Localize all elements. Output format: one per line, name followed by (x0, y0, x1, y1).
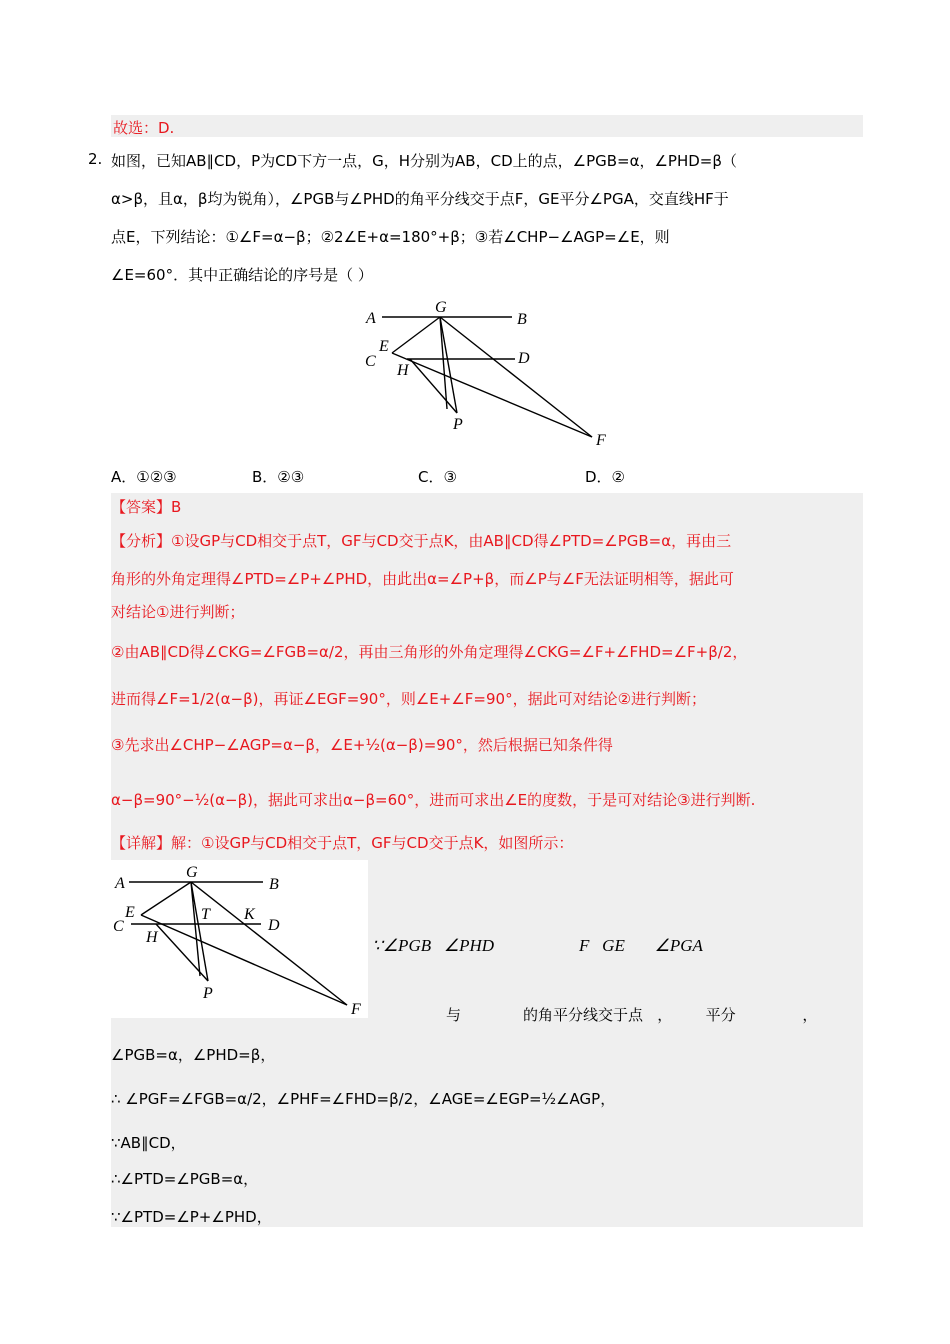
label-B: B (269, 876, 279, 893)
question-line: ∠E=60°．其中正确结论的序号是（ ） (111, 266, 373, 284)
label-G: G (435, 299, 447, 316)
label-E: E (379, 338, 389, 355)
analysis-line: ③先求出∠CHP−∠AGP=α−β，∠E+½(α−β)=90°，然后根据已知条件得 (111, 736, 613, 754)
label-F: F (596, 432, 606, 449)
analysis-line: 对结论①进行判断； (111, 603, 245, 621)
analysis-line: 【分析】①设GP与CD相交于点T，GF与CD交于点K，由AB∥CD得∠PTD=∠PGB=α，再由三 (111, 532, 732, 550)
question-line: α>β，且α，β均为锐角），∠PGB与∠PHD的角平分线交于点F，GE平分∠PGA，交直线HF于 (111, 190, 729, 208)
label-G: G (186, 864, 198, 881)
detail-figure (111, 860, 368, 1018)
detail-line: 【详解】解：①设GP与CD相交于点T，GF与CD交于点K，如图所示： (111, 834, 574, 852)
question-line: 如图，已知AB∥CD，P为CD下方一点，G，H分别为AB，CD上的点，∠PGB=α，∠PHD=β（ (111, 152, 737, 170)
detail-step: ∴ ∠PGF=∠FGB=α/2，∠PHF=∠FHD=β/2，∠AGE=∠EGP=½∠AGP， (111, 1090, 616, 1108)
label-C: C (113, 918, 124, 935)
detail-side-top: ∵∠PGB ∠PHD F GE ∠PGA (372, 936, 703, 955)
previous-answer-bar (111, 115, 863, 137)
question-figure (360, 295, 620, 455)
question-number: 2. (88, 150, 103, 168)
analysis-line: α−β=90°−½(α−β)，据此可求出α−β=60°，进而可求出∠E的度数，于是可对结论③进行判断. (111, 791, 756, 809)
option-a[interactable]: A．①②③ (111, 468, 177, 486)
analysis-line: 进而得∠F=1/2(α−β)，再证∠EGF=90°，则∠E+∠F=90°，据此可对结论②进行判断； (111, 690, 707, 708)
label-P: P (453, 416, 463, 433)
label-K: K (244, 906, 255, 923)
detail-intro (111, 832, 573, 854)
analysis-line: 角形的外角定理得∠PTD=∠P+∠PHD，由此出α=∠P+β，而∠P与∠F无法证明相等，据此可 (111, 570, 734, 588)
detail-side-bottom: 与 的角平分线交于点 ， 平分 ， (446, 1006, 818, 1024)
label-C: C (365, 353, 376, 370)
label-B: B (517, 311, 527, 328)
label-D: D (268, 917, 280, 934)
label-T: T (201, 906, 210, 923)
question-line: 点E，下列结论：①∠F=α−β；②2∠E+α=180°+β；③若∠CHP−∠AGP=∠E，则 (111, 228, 670, 246)
detail-step: ∵AB∥CD， (111, 1134, 186, 1152)
detail-step: ∵∠PTD=∠P+∠PHD， (111, 1208, 272, 1226)
answer-label: 【答案】B (111, 498, 182, 516)
label-F: F (351, 1001, 361, 1018)
label-D: D (518, 350, 530, 367)
option-c[interactable]: C．③ (418, 468, 457, 486)
detail-step: ∠PGB=α，∠PHD=β， (111, 1046, 276, 1064)
previous-answer: 故选：D. (113, 119, 175, 137)
label-H: H (397, 362, 409, 379)
detail-step: ∴∠PTD=∠PGB=α， (111, 1170, 259, 1188)
label-P: P (203, 985, 213, 1002)
analysis-line: ②由AB∥CD得∠CKG=∠FGB=α/2，再由三角形的外角定理得∠CKG=∠F+∠FHD=∠F+β/2， (111, 643, 748, 661)
label-A: A (366, 310, 376, 327)
option-d[interactable]: D．② (585, 468, 625, 486)
label-H: H (146, 929, 158, 946)
label-E: E (125, 904, 135, 921)
option-b[interactable]: B．②③ (252, 468, 305, 486)
label-A: A (115, 875, 125, 892)
